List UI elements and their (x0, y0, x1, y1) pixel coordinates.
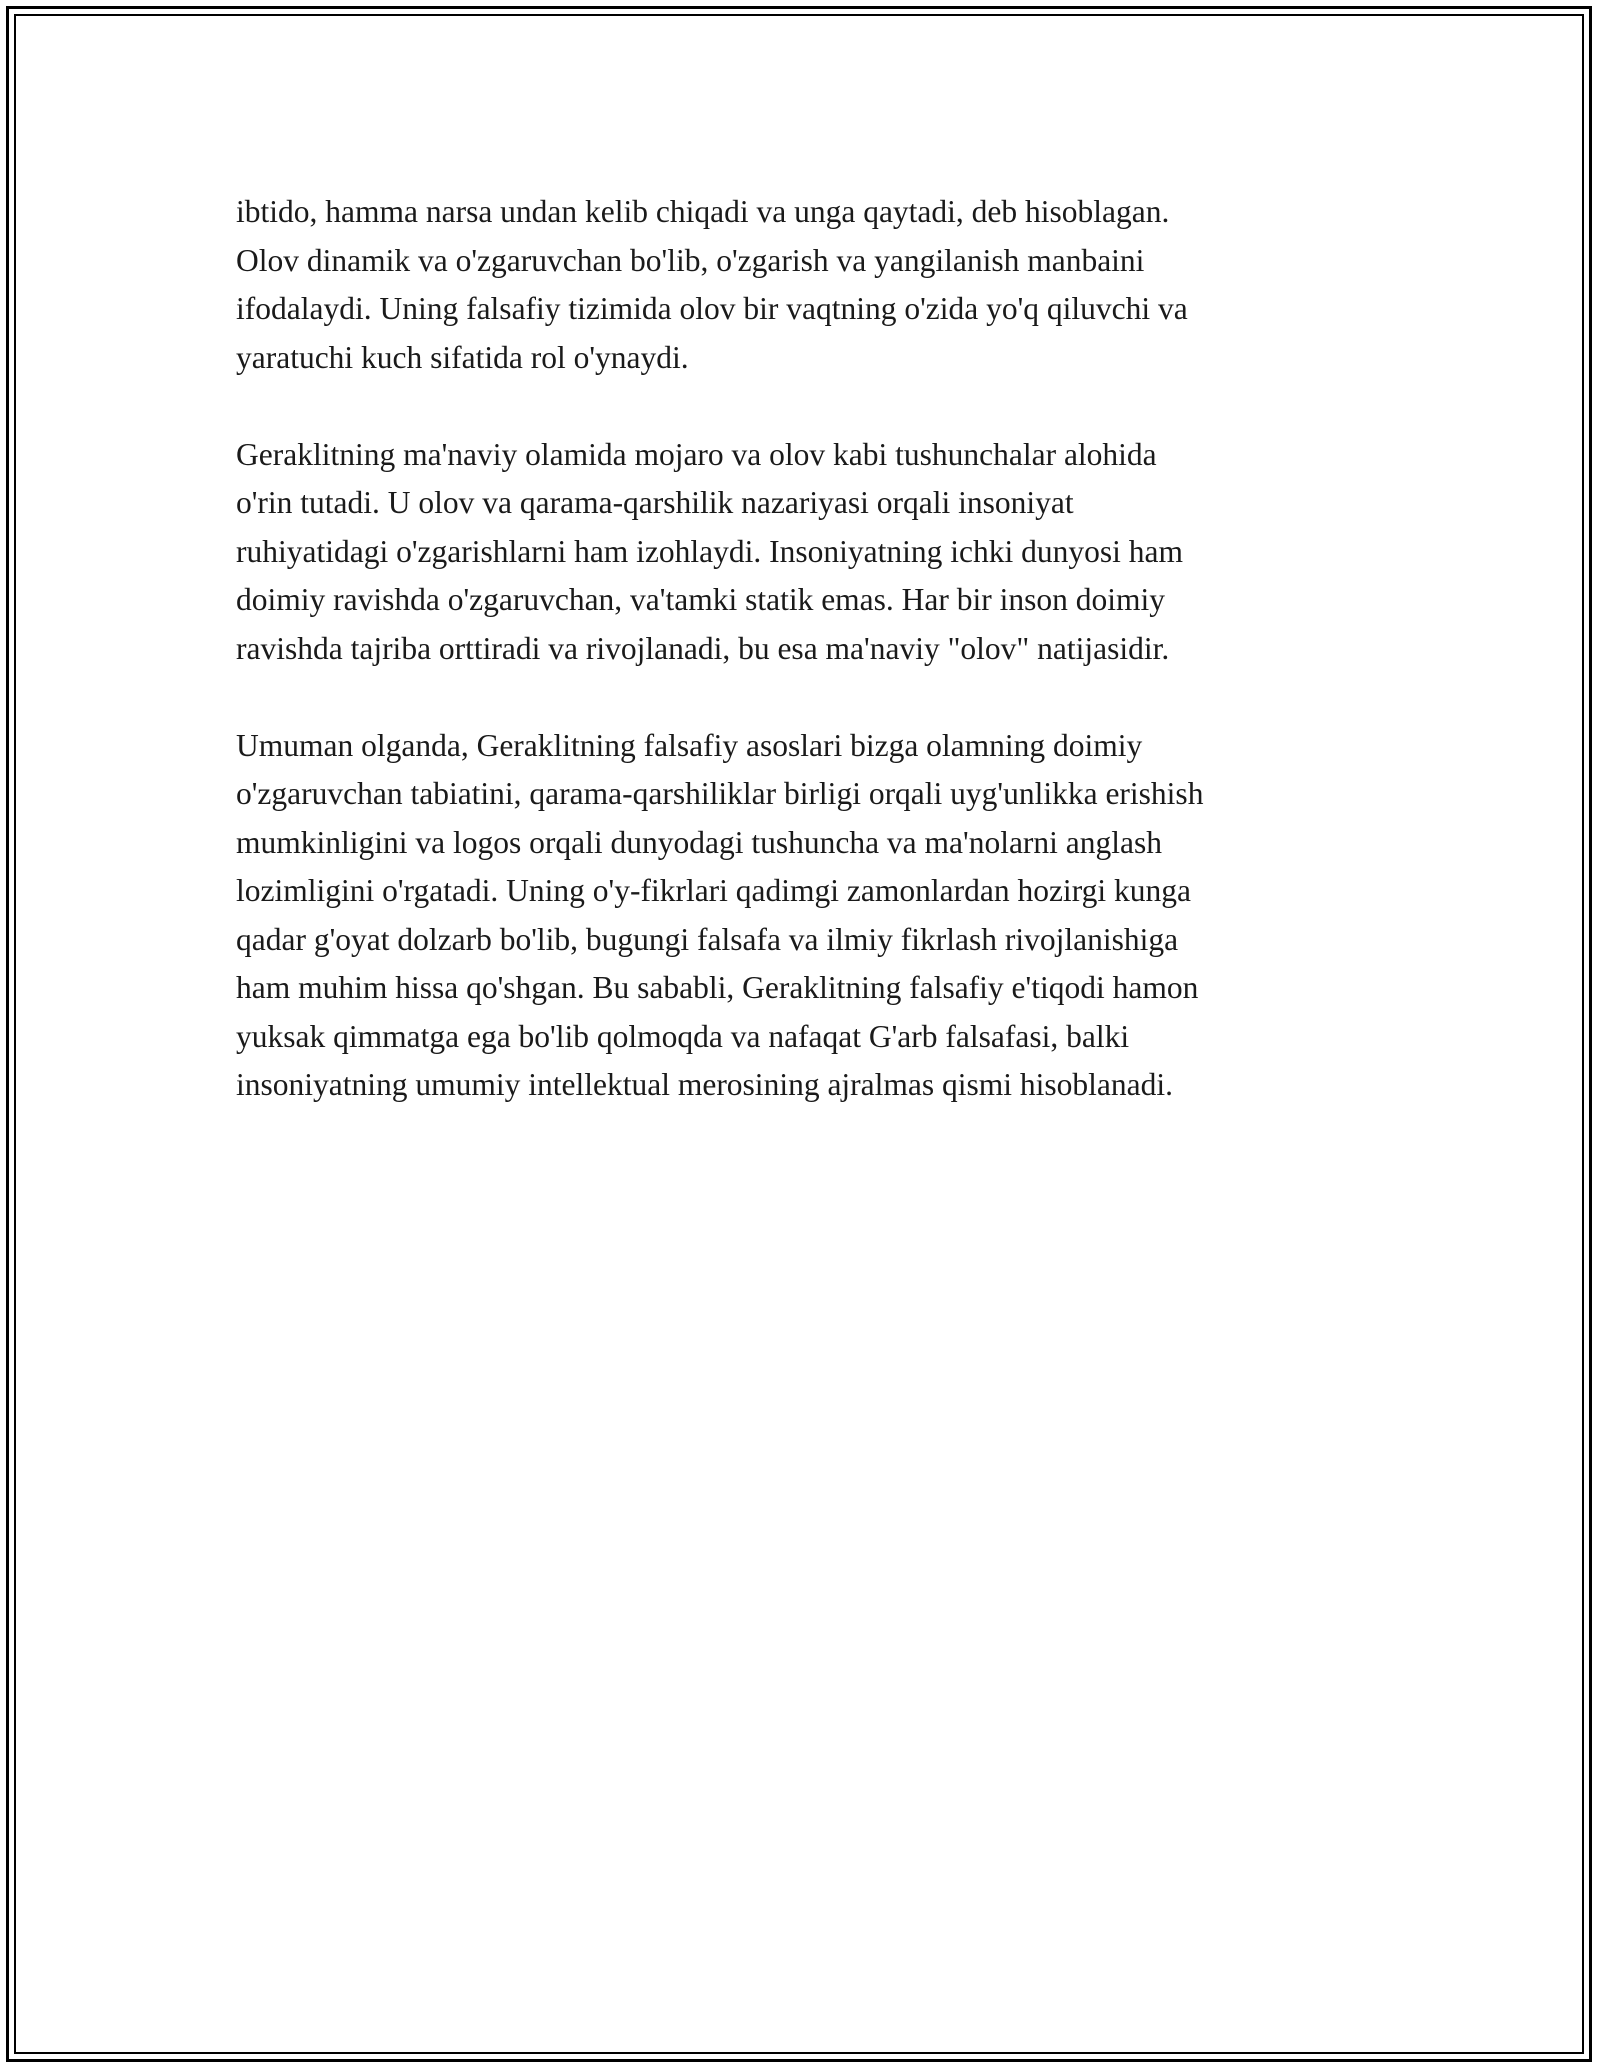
paragraph-line: o'rin tutadi. U olov va qarama-qarshilik nazariyasi orqali insoniyat (236, 485, 1074, 520)
paragraph-line: ruhiyatidagi o'zgarishlarni ham izohlaydi. Insoniyatning ichki dunyosi ham (236, 533, 1183, 569)
paragraph-line: qadar g'oyat dolzarb bo'lib, bugungi falsafa va ilmiy fikrlash rivojlanishiga (236, 921, 1179, 957)
paragraph-line: insoniyatning umumiy intellektual merosining ajralmas qismi hisoblanadi. (236, 1067, 1174, 1102)
paragraph-line: yuksak qimmatga ega bo'lib qolmoqda va nafaqat G'arb falsafasi, balki (236, 1018, 1130, 1054)
paragraph-line: ifodalaydi. Uning falsafiy tizimida olov bir vaqtning o'zida yo'q qiluvchi va (236, 291, 1188, 326)
document-body (236, 188, 1386, 1158)
paragraph-2 (236, 431, 1386, 674)
paragraph-line: lozimligini o'rgatadi. Uning o'y-fikrlari qadimgi zamonlardan hozirgi kunga (236, 873, 1191, 908)
paragraph-line: Olov dinamik va o'zgaruvchan bo'lib, o'zgarish va yangilanish manbaini (236, 242, 1145, 278)
paragraph-line: Umuman olganda, Geraklitning falsafiy asoslari bizga olamning doimiy (236, 727, 1143, 763)
paragraph-line: Geraklitning ma'naviy olamida mojaro va olov kabi tushunchalar alohida (236, 436, 1157, 472)
paragraph-line: mumkinligini va logos orqali dunyodagi tushuncha va ma'nolarni anglash (236, 824, 1163, 860)
paragraph-line: ibtido, hamma narsa undan kelib chiqadi va unga qaytadi, deb hisoblagan. (236, 194, 1170, 229)
paragraph-1 (236, 188, 1386, 382)
paragraph-line: ham muhim hissa qo'shgan. Bu sababli, Geraklitning falsafiy e'tiqodi hamon (236, 970, 1199, 1005)
paragraph-line: doimiy ravishda o'zgaruvchan, va'tamki statik emas. Har bir inson doimiy (236, 582, 1166, 617)
paragraph-line: yaratuchi kuch sifatida rol o'ynaydi. (236, 339, 689, 375)
paragraph-3 (236, 722, 1386, 1110)
paragraph-line: o'zgaruvchan tabiatini, qarama-qarshiliklar birligi orqali uyg'unlikka erishish (236, 776, 1204, 811)
paragraph-line: ravishda tajriba orttiradi va rivojlanadi, bu esa ma'naviy "olov" natijasidir. (236, 630, 1170, 666)
